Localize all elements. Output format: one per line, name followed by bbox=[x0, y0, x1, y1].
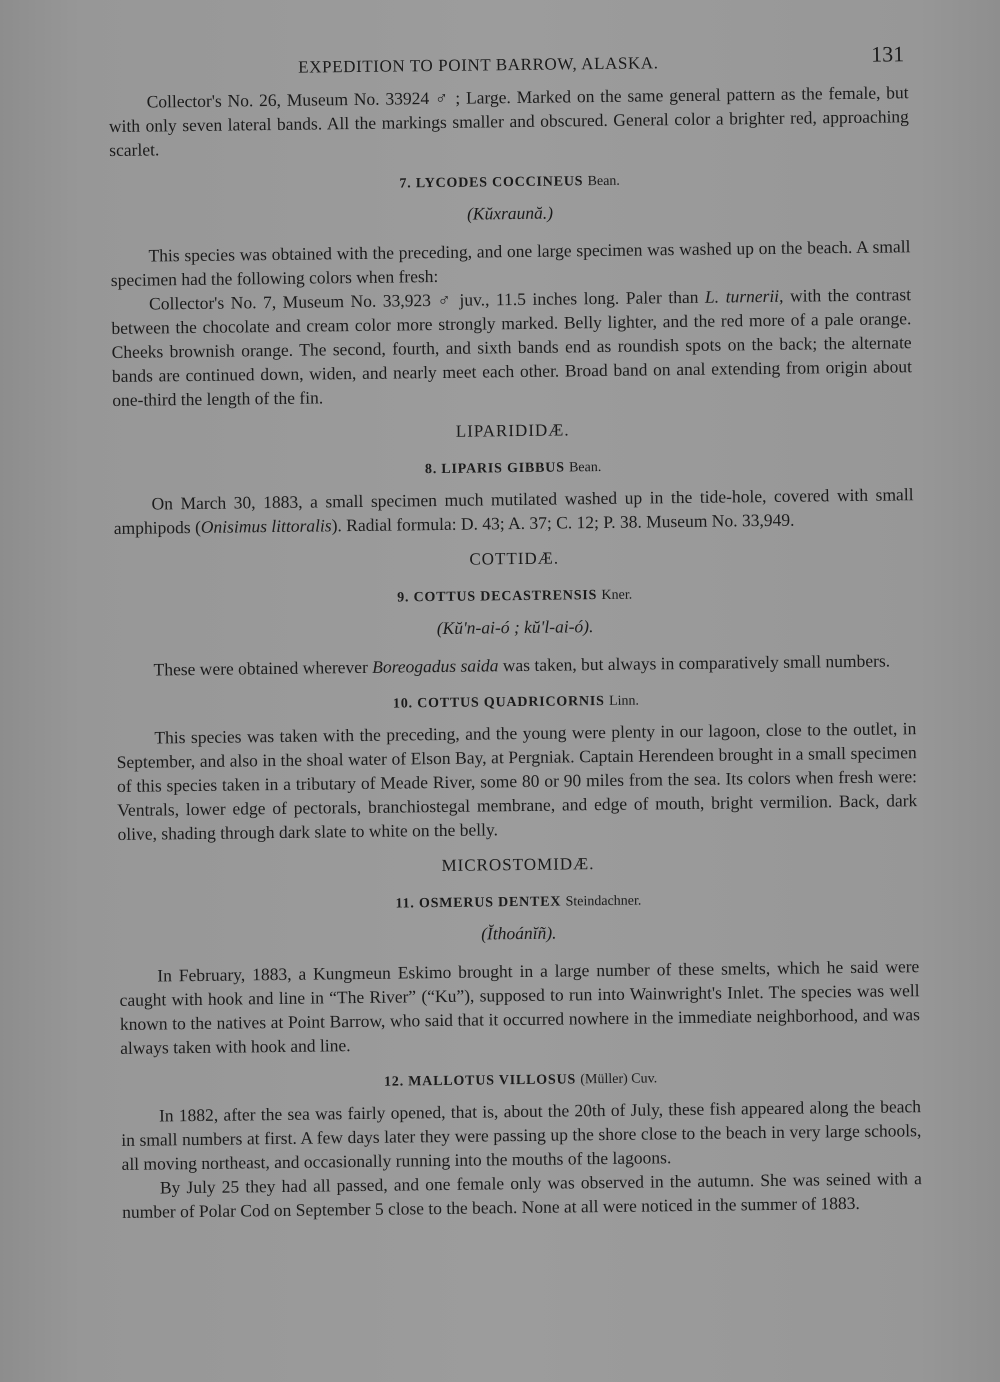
native-name-11: (Ĭthoánĭñ). bbox=[481, 922, 557, 944]
species-12-paragraph-2: By July 25 they had all passed, and one female only was observed in the autumn. She was seined with a number of Polar Cod on September 5 close to the beach. None at all were noticed in the summer of 1883. bbox=[122, 1168, 922, 1222]
family-heading-microstomidae: MICROSTOMIDÆ. bbox=[441, 854, 595, 875]
page-text bbox=[108, 40, 922, 1224]
running-head: EXPEDITION TO POINT BARROW, ALASKA. bbox=[298, 53, 659, 77]
species-7-paragraph-2: Collector's No. 7, Museum No. 33,923 ♂ juv., 11.5 inches long. Paler than L. turnerii, with the contrast between the chocolate and cream color more strongly marked. Belly lighter, and the red more of a pale orange. Cheeks brownish orange. The second, fourth, and sixth bands end as roundish spots on the back; the alternate bands are continued down, widen, and nearly meet each other. Broad band on anal extending from origin about one-third the length of the fin. bbox=[111, 284, 913, 410]
species-heading-8: 8. LIPARIS GIBBUS Bean. bbox=[424, 460, 602, 478]
species-heading-10: 10. COTTUS QUADRICORNIS Linn. bbox=[392, 693, 640, 712]
species-9-paragraph: These were obtained wherever Boreogadus saida was taken, but always in comparatively small numbers. bbox=[153, 650, 891, 680]
family-heading-liparididae: LIPARIDIDÆ. bbox=[455, 420, 570, 441]
species-10-paragraph: This species was taken with the preceding, and the young were plenty in our lagoon, close to the outlet, in September, and also in the shoal water of Elson Bay, at Pergniak. Captain Herendeen brought in a small specimen of this species taken in a tributary of Meade River, some 80 or 90 miles from the sea. Its colors when fresh were: Ventrals, lower edge of pectorals, branchiostegal membrane, and edge of mouth, bright vermilion. Back, dark olive, shading through dark slate to white on the belly. bbox=[116, 718, 918, 844]
species-heading-11: 11. OSMERUS DENTEX Steindachner. bbox=[395, 893, 642, 912]
native-name-7: (Kŭxraună.) bbox=[466, 202, 554, 224]
species-8-paragraph: On March 30, 1883, a small specimen much mutilated washed up in the tide-hole, covered with small amphipods (Onisimus littoralis). Radial formula: D. 43; A. 37; C. 12; P. 38. Museum No. 33,949. bbox=[113, 484, 914, 538]
species-7-paragraph-1: This species was obtained with the preceding, and one large specimen was washed up on the beach. A small specimen had the following colors when fresh: bbox=[110, 236, 911, 290]
species-heading-7: 7. LYCODES COCCINEUS Bean. bbox=[399, 173, 620, 192]
intro-paragraph: Collector's No. 26, Museum No. 33924 ♂ ; Large. Marked on the same general pattern as the female, but with only seven lateral bands. All the markings smaller and obscured. General color a brighter red, approaching scarlet. bbox=[108, 82, 909, 160]
family-heading-cottidae: COTTIDÆ. bbox=[469, 548, 560, 569]
species-12-paragraph-1: In 1882, after the sea was fairly opened, that is, about the 20th of July, these fish appeared along the beach in small numbers at first. A few days later they were passing up the shore close to the beach in very large schools, all moving northeast, and occasionally running into the mouths of the lagoons. bbox=[121, 1096, 922, 1174]
species-heading-9: 9. COTTUS DECASTRENSIS Kner. bbox=[397, 587, 633, 606]
page-number: 131 bbox=[870, 41, 905, 67]
native-name-9: (Kŭ'n-ai-ó ; kŭ'l-ai-ó). bbox=[436, 616, 594, 639]
species-heading-12: 12. MALLOTUS VILLOSUS (Müller) Cuv. bbox=[383, 1071, 658, 1090]
species-11-paragraph: In February, 1883, a Kungmeun Eskimo brought in a large number of these smelts, which he said were caught with hook and line in “The River” (“Ku”), supposed to run into Wainwright's Inlet. The species was well known to the natives at Point Barrow, who said that it occurred nowhere in the immediate neighborhood, and was always taken with hook and line. bbox=[119, 956, 920, 1058]
